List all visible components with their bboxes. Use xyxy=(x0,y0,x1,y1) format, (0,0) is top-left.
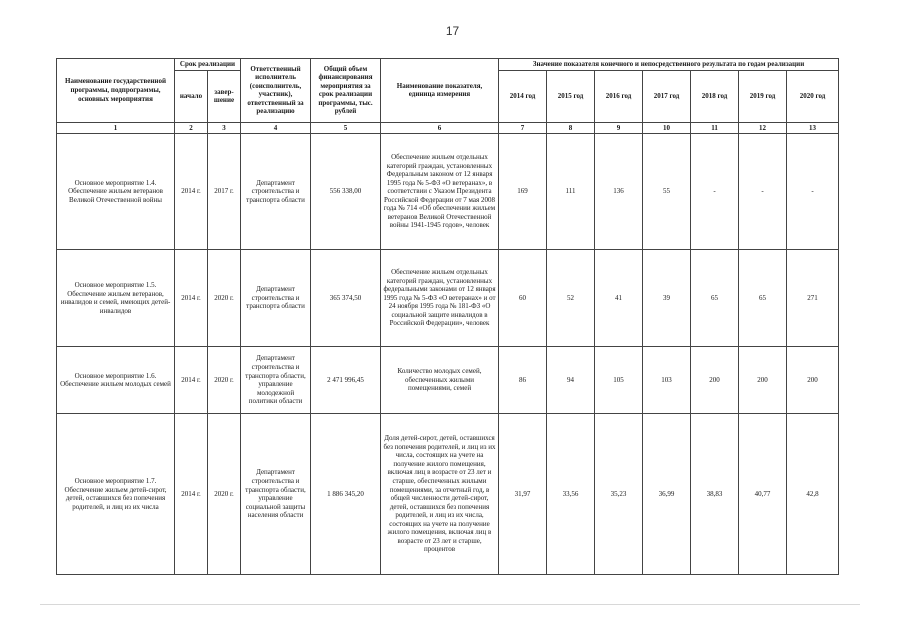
header-name: Наименование государственной программы, подпрограммы, основных мероприятия xyxy=(57,59,175,123)
end-year: 2020 г. xyxy=(208,414,241,575)
start-year: 2014 г. xyxy=(175,347,208,414)
header-indicator: Наименование показателя, единица измерения xyxy=(381,59,499,123)
value-cell: 55 xyxy=(643,134,691,250)
indicator-name: Количество молодых семей, обеспеченных жилыми помещениями, семей xyxy=(381,347,499,414)
column-number: 12 xyxy=(739,122,787,134)
header-values-group: Значение показателя конечного и непосредственного результата по годам реализации xyxy=(499,59,839,71)
value-cell: - xyxy=(787,134,839,250)
indicator-name: Доля детей-сирот, детей, оставшихся без попечения родителей, и лиц из их числа, состоящих на учете на получение жилого помещения, включая лиц в возрасте от 23 лет и старше, обеспеченных жилыми помещениями, за отчетный год, в общей численности детей-сирот, детей, оставшихся без попечения родителей, и лиц из их числа, состоящих на учете на получение жилого помещения, включая лиц в возрасте от 23 лет и старше, процентов xyxy=(381,414,499,575)
program-table xyxy=(56,58,839,575)
page-number: 17 xyxy=(445,24,460,38)
value-cell: 200 xyxy=(787,347,839,414)
column-number: 9 xyxy=(595,122,643,134)
measure-name: Основное мероприятие 1.5. Обеспечение жильем ветеранов, инвалидов и семей, имеющих детей-инвалидов xyxy=(57,250,175,347)
value-cell: 41 xyxy=(595,250,643,347)
executor: Департамент строительства и транспорта области xyxy=(241,134,311,250)
header-period: Срок реализации xyxy=(175,59,241,71)
indicator-name: Обеспечение жильем отдельных категорий граждан, установленных Федеральным законом от 12 января 1995 года № 5-ФЗ «О ветеранах», в соответствии с Указом Президента Российской Федерации от 7 мая 2008 года № 714 «Об обеспечении жильем ветеранов Великой Отечественной войны 1941-1945 годов», человек xyxy=(381,134,499,250)
value-cell: 111 xyxy=(547,134,595,250)
header-year: 2018 год xyxy=(691,70,739,122)
header-funding: Общий объем финансирования мероприятия за срок реализации программы, тыс. рублей xyxy=(311,59,381,123)
table-row xyxy=(57,134,839,250)
value-cell: 86 xyxy=(499,347,547,414)
measure-name: Основное мероприятие 1.7. Обеспечение жильем детей-сирот, детей, оставшихся без попечения родителей, и лиц из их числа xyxy=(57,414,175,575)
header-year: 2019 год xyxy=(739,70,787,122)
header-year: 2015 год xyxy=(547,70,595,122)
value-cell: 65 xyxy=(739,250,787,347)
column-number: 8 xyxy=(547,122,595,134)
value-cell: 105 xyxy=(595,347,643,414)
header-start: начало xyxy=(175,70,208,122)
value-cell: 52 xyxy=(547,250,595,347)
header-executor: Ответственный исполнитель (соисполнитель, участник), ответственный за реализацию xyxy=(241,59,311,123)
end-year: 2020 г. xyxy=(208,250,241,347)
funding-amount: 2 471 996,45 xyxy=(311,347,381,414)
header-year: 2014 год xyxy=(499,70,547,122)
table-row xyxy=(57,250,839,347)
scan-artifact-line xyxy=(40,604,860,605)
column-number: 3 xyxy=(208,122,241,134)
start-year: 2014 г. xyxy=(175,414,208,575)
funding-amount: 365 374,50 xyxy=(311,250,381,347)
value-cell: - xyxy=(691,134,739,250)
table-row xyxy=(57,347,839,414)
end-year: 2020 г. xyxy=(208,347,241,414)
column-number-row xyxy=(57,122,839,134)
value-cell: 35,23 xyxy=(595,414,643,575)
header-year: 2016 год xyxy=(595,70,643,122)
value-cell: 60 xyxy=(499,250,547,347)
value-cell: 38,83 xyxy=(691,414,739,575)
column-number: 6 xyxy=(381,122,499,134)
executor: Департамент строительства и транспорта области xyxy=(241,250,311,347)
executor: Департамент строительства и транспорта области, управление молодежной политики области xyxy=(241,347,311,414)
column-number: 1 xyxy=(57,122,175,134)
start-year: 2014 г. xyxy=(175,134,208,250)
indicator-name: Обеспечение жильем отдельных категорий граждан, установленных федеральными законами от 12 января 1995 года № 5-ФЗ «О ветеранах» и от 24 ноября 1995 года № 181-ФЗ «О социальной защите инвалидов в Российской Федерации», человек xyxy=(381,250,499,347)
column-number: 11 xyxy=(691,122,739,134)
funding-amount: 1 886 345,20 xyxy=(311,414,381,575)
value-cell: 103 xyxy=(643,347,691,414)
value-cell: 39 xyxy=(643,250,691,347)
value-cell: 271 xyxy=(787,250,839,347)
column-number: 2 xyxy=(175,122,208,134)
column-number: 4 xyxy=(241,122,311,134)
column-number: 13 xyxy=(787,122,839,134)
header-year: 2020 год xyxy=(787,70,839,122)
column-number: 10 xyxy=(643,122,691,134)
value-cell: 94 xyxy=(547,347,595,414)
header-end: завер-шение xyxy=(208,70,241,122)
column-number: 7 xyxy=(499,122,547,134)
table-row xyxy=(57,414,839,575)
measure-name: Основное мероприятие 1.4. Обеспечение жильем ветеранов Великой Отечественной войны xyxy=(57,134,175,250)
start-year: 2014 г. xyxy=(175,250,208,347)
value-cell: 200 xyxy=(739,347,787,414)
end-year: 2017 г. xyxy=(208,134,241,250)
executor: Департамент строительства и транспорта области, управление социальной защиты населения области xyxy=(241,414,311,575)
value-cell: - xyxy=(739,134,787,250)
value-cell: 169 xyxy=(499,134,547,250)
value-cell: 36,99 xyxy=(643,414,691,575)
column-number: 5 xyxy=(311,122,381,134)
measure-name: Основное мероприятие 1.6. Обеспечение жильем молодых семей xyxy=(57,347,175,414)
header-year: 2017 год xyxy=(643,70,691,122)
value-cell: 42,8 xyxy=(787,414,839,575)
funding-amount: 556 338,00 xyxy=(311,134,381,250)
value-cell: 31,97 xyxy=(499,414,547,575)
value-cell: 136 xyxy=(595,134,643,250)
value-cell: 200 xyxy=(691,347,739,414)
value-cell: 33,56 xyxy=(547,414,595,575)
value-cell: 40,77 xyxy=(739,414,787,575)
value-cell: 65 xyxy=(691,250,739,347)
